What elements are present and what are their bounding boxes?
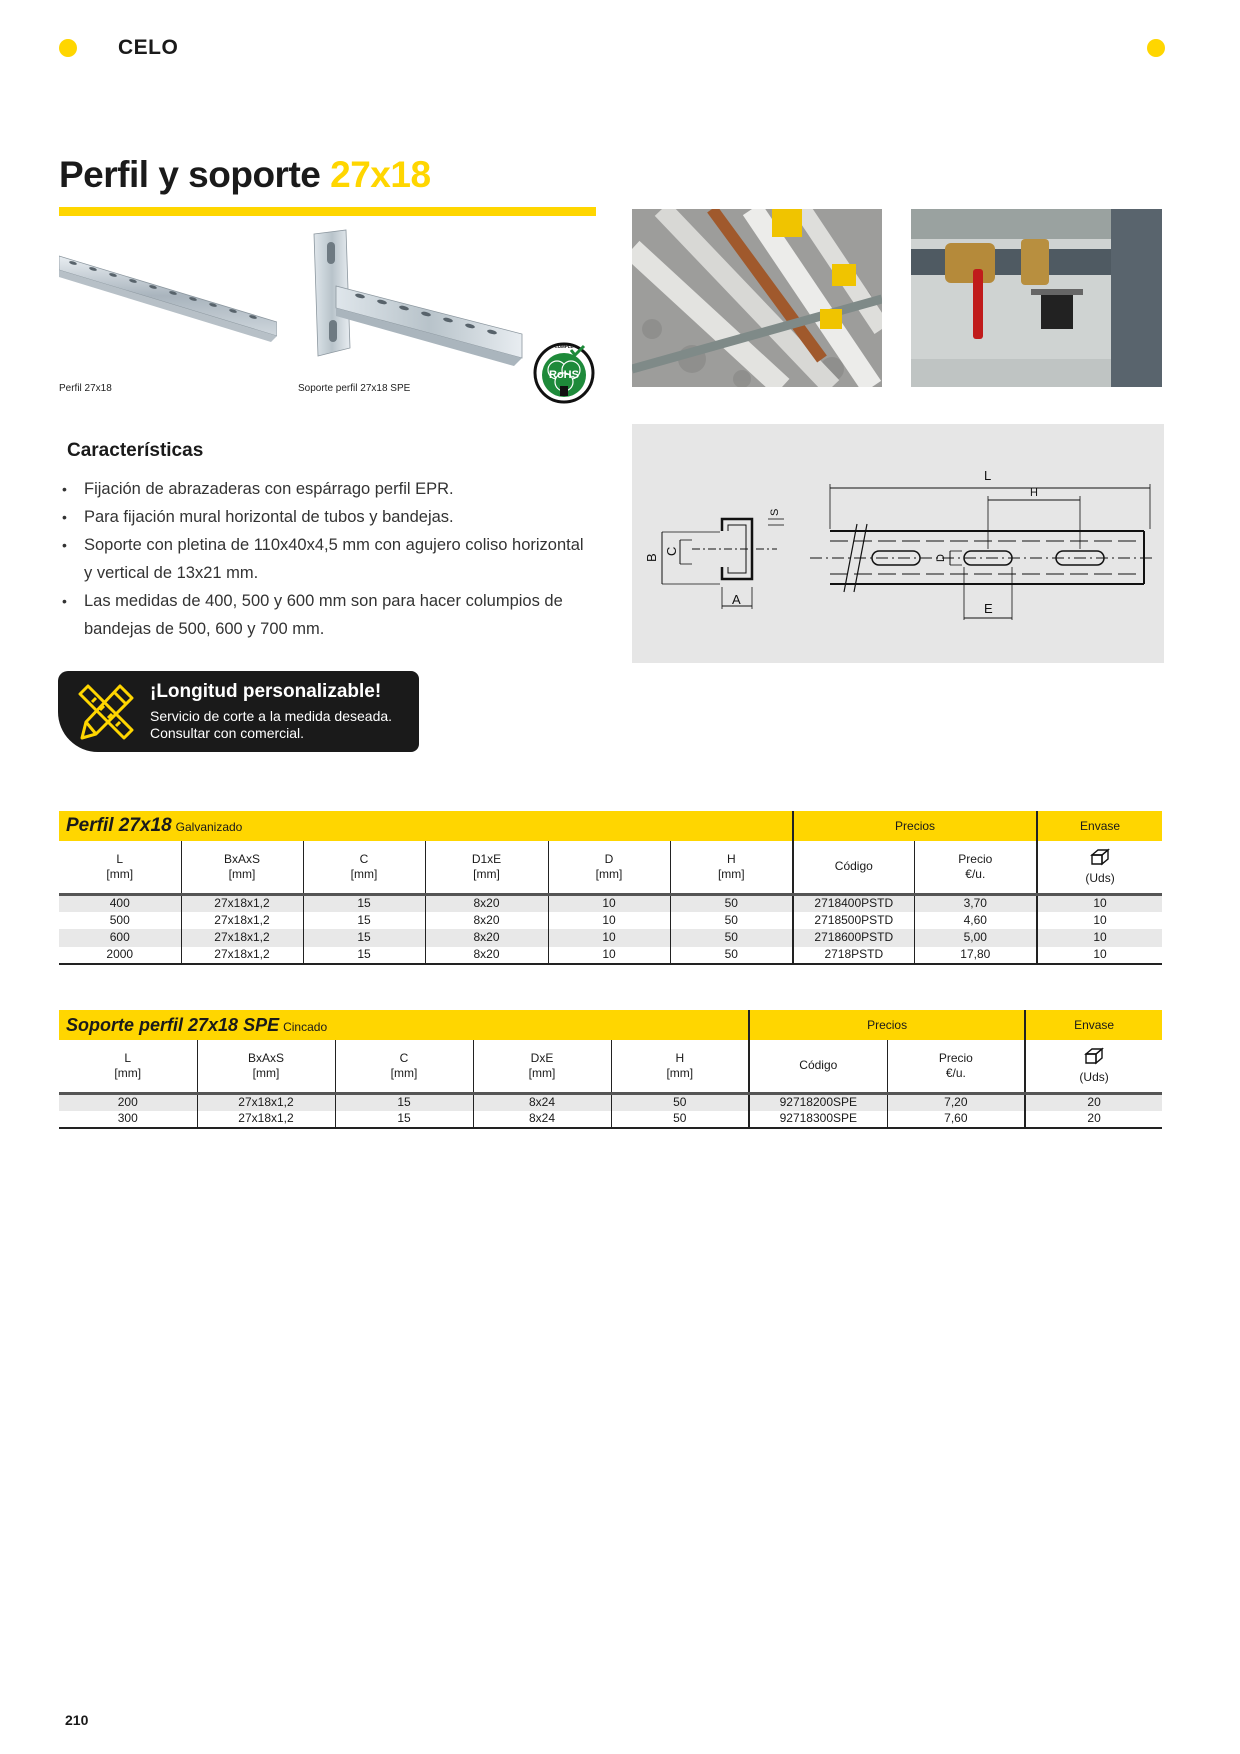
table-row: 600 27x18x1,2 15 8x20 10 50 2718600PSTD 5,00 10 xyxy=(59,929,1162,947)
col-header-price: Precio €/u. xyxy=(887,1040,1025,1093)
table-title-cell xyxy=(59,1010,749,1040)
dim-label-S: S xyxy=(769,508,781,516)
box-icon xyxy=(1089,847,1111,867)
dim-label-C: C xyxy=(664,546,679,556)
wall-bracket-image xyxy=(300,228,528,378)
installation-photo-pipes xyxy=(632,209,882,387)
features-heading: Características xyxy=(67,440,204,461)
col-header: D1xE [mm] xyxy=(425,841,548,894)
group-header-prices: Precios xyxy=(793,811,1037,841)
table-perfil-27x18 xyxy=(59,811,1162,965)
ruler-pencil-icon xyxy=(74,680,138,744)
promo-title: ¡Longitud personalizable! xyxy=(150,681,382,702)
table-soporte-perfil-27x18-spe xyxy=(59,1010,1162,1129)
group-header-pack: Envase xyxy=(1037,811,1162,841)
table-finish: Galvanizado xyxy=(175,820,243,834)
page-number: 210 xyxy=(65,1712,89,1728)
custom-length-promo xyxy=(58,671,419,752)
rohs-label: RoHS xyxy=(549,369,579,381)
page-title xyxy=(59,154,431,196)
table-finish: Cincado xyxy=(283,1019,328,1034)
col-header: DxE [mm] xyxy=(473,1040,611,1093)
product-caption-1: Perfil 27x18 xyxy=(59,383,112,394)
promo-line-2: Consultar con comercial. xyxy=(150,725,305,741)
perforated-rail-image xyxy=(59,250,277,350)
dim-label-D: D xyxy=(935,554,947,562)
col-header-price: Precio €/u. xyxy=(914,841,1037,894)
box-icon xyxy=(1083,1046,1105,1066)
col-header: L [mm] xyxy=(59,1040,197,1093)
yellow-dot-left xyxy=(59,39,77,57)
dim-label-L: L xyxy=(984,468,992,483)
yellow-dot-right xyxy=(1147,39,1165,57)
technical-diagram xyxy=(632,424,1164,663)
dim-label-A: A xyxy=(732,592,741,607)
table-row: 2000 27x18x1,2 15 8x20 10 50 2718PSTD 17,80 10 xyxy=(59,947,1162,965)
table-row: 500 27x18x1,2 15 8x20 10 50 2718500PSTD 4,60 10 xyxy=(59,912,1162,930)
col-header: H [mm] xyxy=(611,1040,749,1093)
col-header-pack: (Uds) xyxy=(1037,841,1162,894)
table-row: 400 27x18x1,2 15 8x20 10 50 2718400PSTD 3,70 10 xyxy=(59,894,1162,912)
feature-item: • Fijación de abrazaderas con espárrago perfil EPR. xyxy=(60,475,592,503)
product-caption-2: Soporte perfil 27x18 SPE xyxy=(298,383,411,394)
promo-line-1: Servicio de corte a la medida deseada. xyxy=(150,708,393,724)
col-header: D [mm] xyxy=(548,841,670,894)
rohs-top-text: CUMPLE xyxy=(554,344,574,349)
dim-label-B: B xyxy=(644,553,659,562)
feature-item: • Las medidas de 400, 500 y 600 mm son para hacer columpios de bandejas de 500, 600 y 700 mm. xyxy=(60,587,592,643)
col-header: L [mm] xyxy=(59,841,181,894)
table-column-headers xyxy=(59,841,1162,894)
col-header: C [mm] xyxy=(303,841,425,894)
table-column-headers xyxy=(59,1040,1162,1093)
col-header-pack: (Uds) xyxy=(1025,1040,1162,1093)
feature-item: • Soporte con pletina de 110x40x4,5 mm con agujero coliso horizontal y vertical de 13x21 mm. xyxy=(60,531,592,587)
table-row: 200 27x18x1,2 15 8x24 50 92718200SPE 7,20 20 xyxy=(59,1093,1162,1111)
table-header-band xyxy=(59,811,1162,841)
page-title-main: Perfil y soporte xyxy=(59,154,331,195)
table-row: 300 27x18x1,2 15 8x24 50 92718300SPE 7,60 20 xyxy=(59,1111,1162,1129)
group-header-prices: Precios xyxy=(749,1010,1025,1040)
col-header: BxAxS [mm] xyxy=(197,1040,335,1093)
title-underline xyxy=(59,207,596,216)
table-title-cell xyxy=(59,811,793,841)
table-title: Perfil 27x18 xyxy=(66,815,172,836)
dim-label-E: E xyxy=(984,601,993,616)
feature-item: • Para fijación mural horizontal de tubos y bandejas. xyxy=(60,503,592,531)
col-header: H [mm] xyxy=(670,841,793,894)
brand-label: CELO xyxy=(118,36,179,59)
table-title: Soporte perfil 27x18 SPE xyxy=(66,1014,280,1035)
col-header: BxAxS [mm] xyxy=(181,841,303,894)
rohs-badge xyxy=(533,342,595,404)
features-list xyxy=(60,475,592,643)
col-header-code: Código xyxy=(749,1040,887,1093)
group-header-pack: Envase xyxy=(1025,1010,1162,1040)
table-header-band xyxy=(59,1010,1162,1040)
dim-label-H: H xyxy=(1030,487,1038,499)
col-header-code: Código xyxy=(793,841,914,894)
col-header: C [mm] xyxy=(335,1040,473,1093)
installation-photo-valve xyxy=(911,209,1162,387)
page-title-highlight: 27x18 xyxy=(330,154,431,195)
